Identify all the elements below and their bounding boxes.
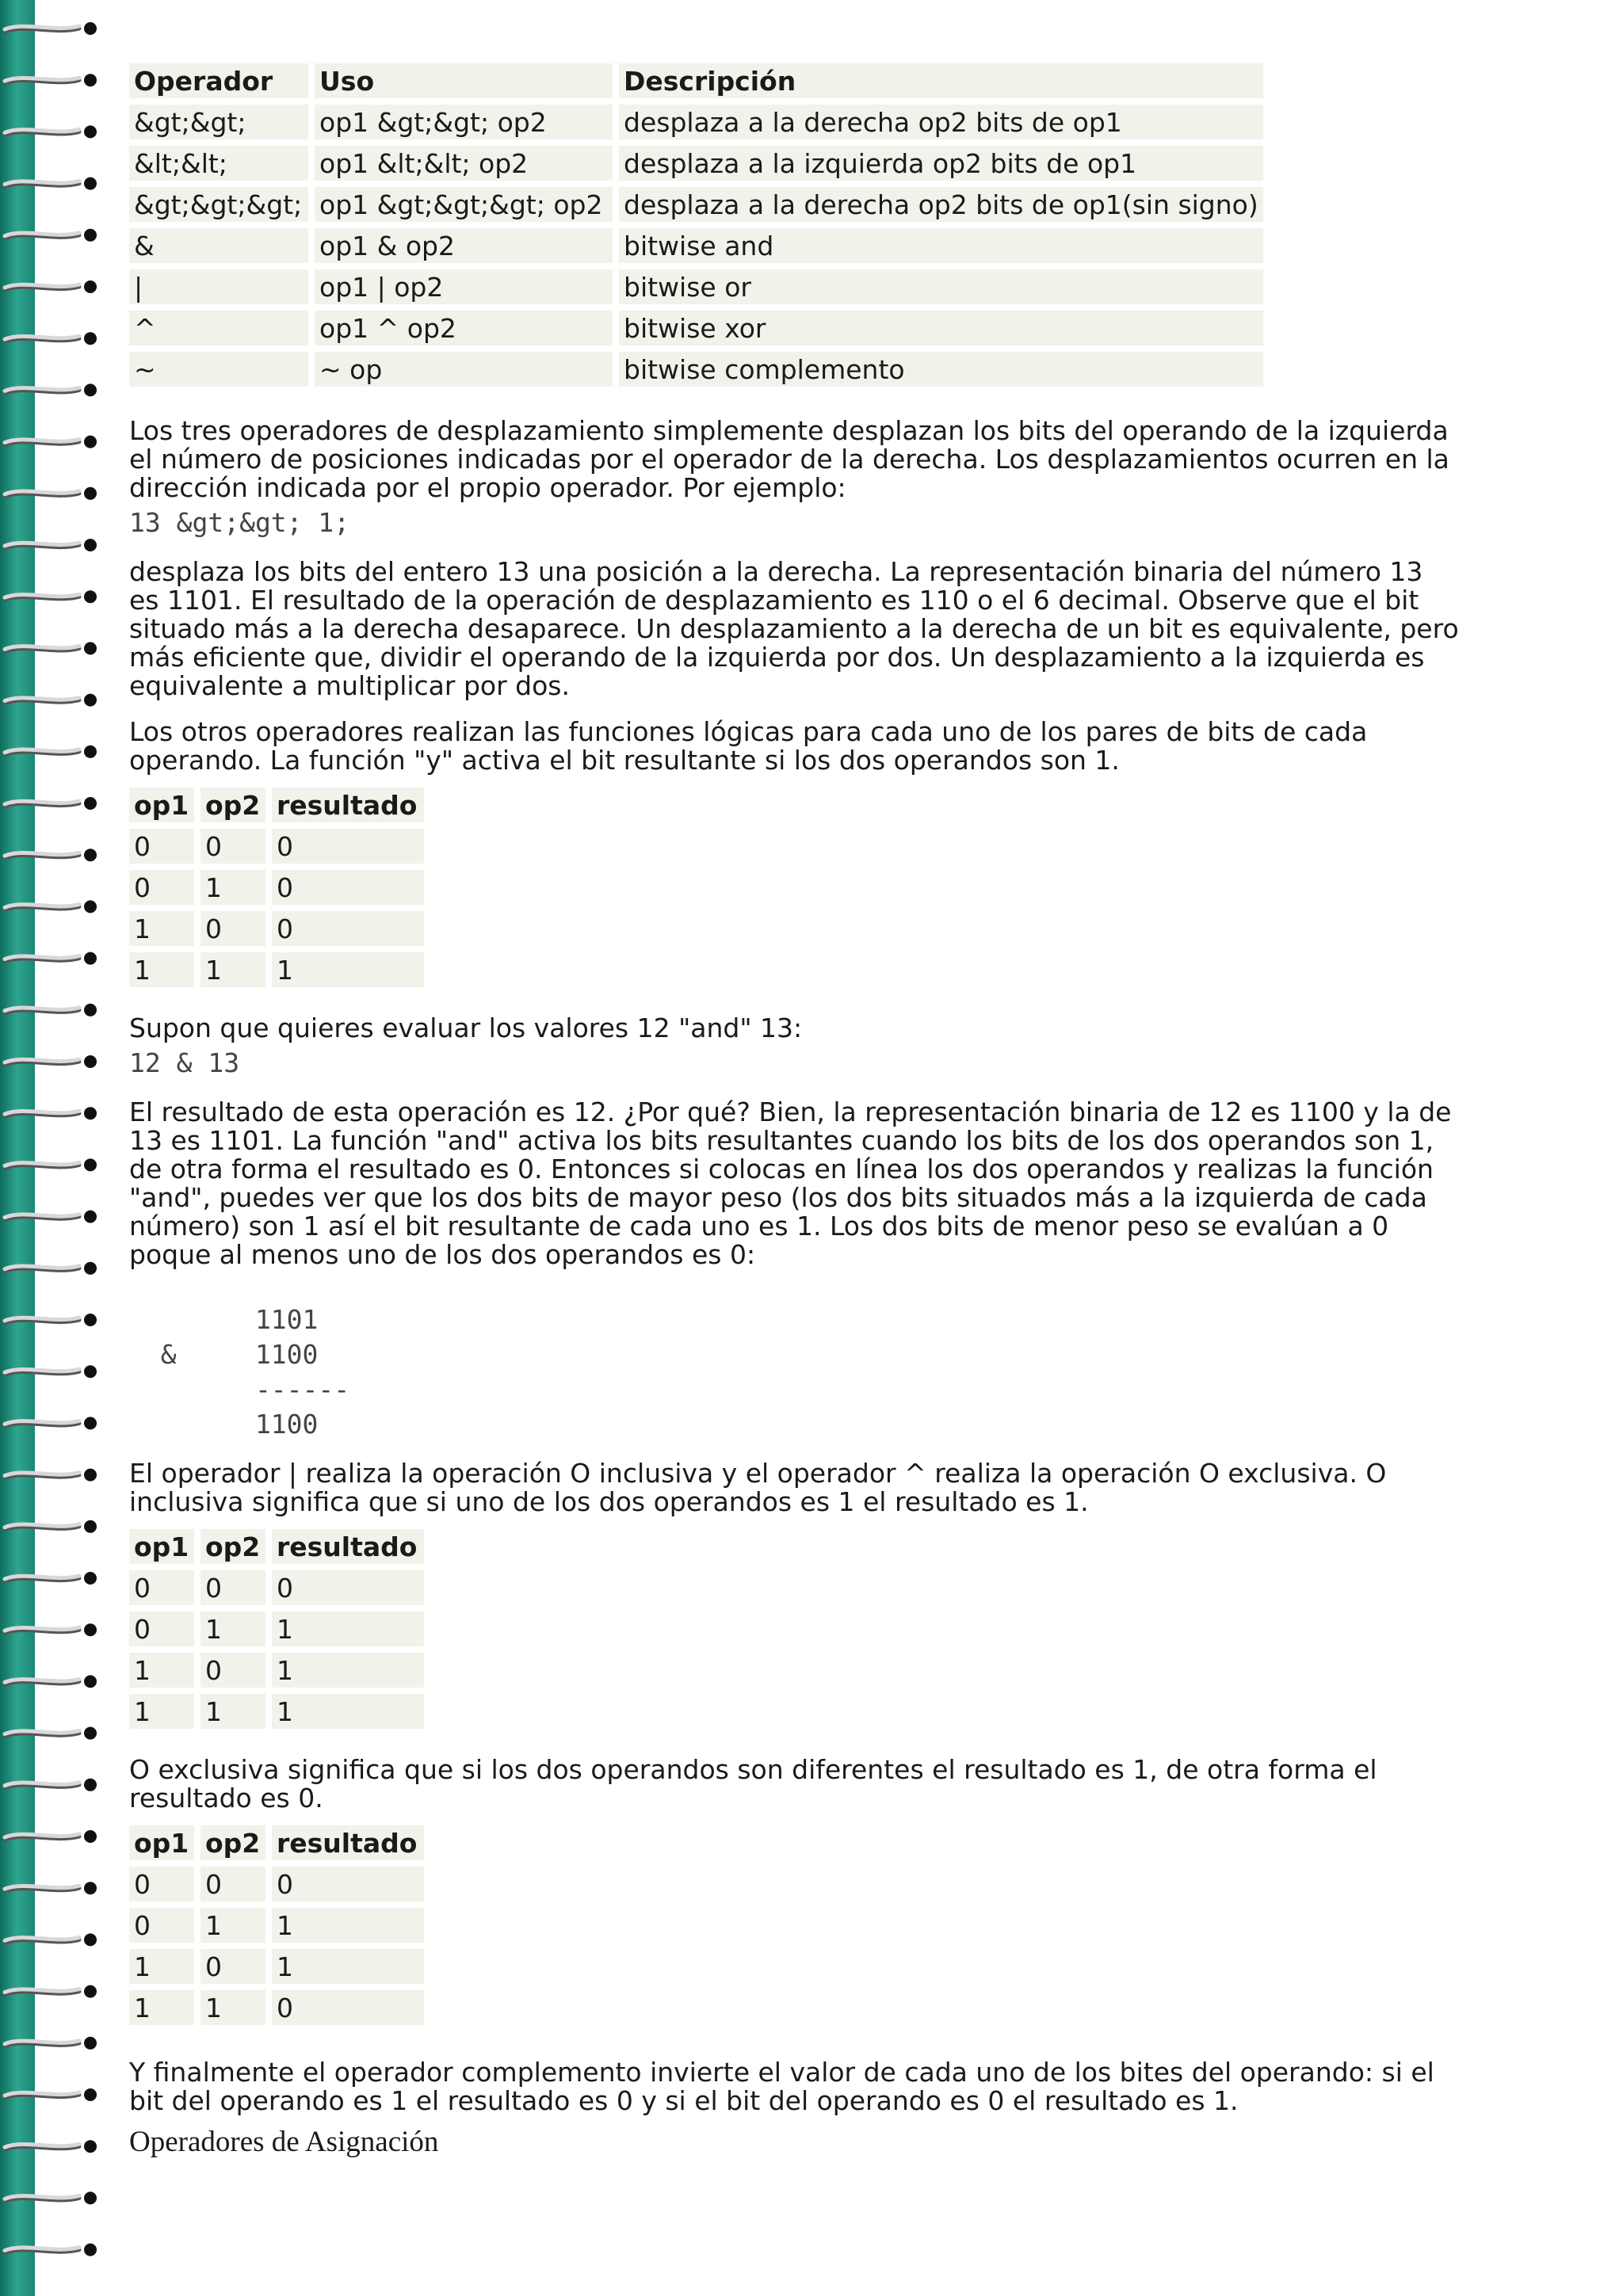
cell-resultado: 0 bbox=[272, 1867, 424, 1901]
cell-resultado: 1 bbox=[272, 1908, 424, 1943]
truth-table-and bbox=[123, 781, 430, 994]
cell-operator: &gt;&gt; bbox=[129, 105, 308, 139]
section-heading-assignment: Operadores de Asignación bbox=[129, 2126, 439, 2158]
page-content bbox=[129, 57, 1461, 2159]
table-row bbox=[129, 269, 1263, 304]
cell-op2: 0 bbox=[200, 829, 265, 864]
table-row bbox=[129, 105, 1263, 139]
header-op1: op1 bbox=[129, 1825, 194, 1860]
paragraph-and-result: El resultado de esta operación es 12. ¿Por qué? Bien, la representación binaria de 12 es 1100 y la de 13 es 1101. La función "and" activa los bits resultantes cuando los bits de los dos operandos son 1, de otra forma el resultado es 0. Entonces si colocas en línea los dos operandos y realizas la función "and", puedes ver que los dos bits de mayor peso (los dos bits situados más a la izquierda de cada número) son 1 así el bit resultante de cada uno es 1. Los dos bits de menor peso se evalúan a 0 poque al menos uno de los dos operandos es 0: bbox=[129, 1097, 1452, 1270]
cell-description: bitwise or bbox=[619, 269, 1263, 304]
paragraph-shift-explanation: desplaza los bits del entero 13 una posición a la derecha. La representación binaria del número 13 es 1101. El resultado de la operación de desplazamiento es 110 o el 6 decimal. Observe que el bit situado más a la derecha desaparece. Un desplazamiento a la derecha de un bit es equivalente, pero más eficiente que, dividir el operando de la izquierda por dos. Un desplazamiento a la izquierda es equivalente a multiplicar por dos. bbox=[129, 556, 1459, 701]
paragraph-shift-intro: Los tres operadores de desplazamiento simplemente desplazan los bits del operando de la izquierda el número de posiciones indicadas por el operador de la derecha. Los desplazamientos ocurren en la dirección indicada por el propio operador. Por ejemplo: bbox=[129, 415, 1449, 503]
cell-operator: & bbox=[129, 228, 308, 263]
table-row bbox=[129, 1653, 424, 1688]
cell-op1: 1 bbox=[129, 1990, 194, 2025]
cell-usage: op1 &gt;&gt;&gt; op2 bbox=[315, 187, 613, 222]
header-op1: op1 bbox=[129, 1529, 194, 1564]
cell-resultado: 1 bbox=[272, 1694, 424, 1729]
table-row bbox=[129, 1694, 424, 1729]
table-row bbox=[129, 311, 1263, 345]
table-row bbox=[129, 870, 424, 905]
cell-resultado: 1 bbox=[272, 952, 424, 987]
paragraph-complement: Y finalmente el operador complemento invierte el valor de cada uno de los bites del operando: si el bit del operando es 1 el resultado es 0 y si el bit del operando es 0 el resultado es 1. bbox=[129, 2057, 1434, 2116]
cell-description: desplaza a la derecha op2 bits de op1 bbox=[619, 105, 1263, 139]
table-header-row bbox=[129, 788, 424, 822]
cell-operator: | bbox=[129, 269, 308, 304]
cell-resultado: 0 bbox=[272, 911, 424, 946]
cell-description: bitwise and bbox=[619, 228, 1263, 263]
paragraph-logic-operators: Los otros operadores realizan las funciones lógicas para cada uno de los pares de bits de cada operando. La función "y" activa el bit resultante si los dos operandos son 1. bbox=[129, 716, 1368, 776]
table-header-row bbox=[129, 1825, 424, 1860]
cell-usage: op1 &gt;&gt; op2 bbox=[315, 105, 613, 139]
operators-table bbox=[123, 57, 1270, 393]
cell-description: desplaza a la izquierda op2 bits de op1 bbox=[619, 146, 1263, 181]
code-and-example: 12 & 13 bbox=[129, 1047, 240, 1078]
header-op2: op2 bbox=[200, 1825, 265, 1860]
header-op1: op1 bbox=[129, 788, 194, 822]
header-uso: Uso bbox=[315, 63, 613, 98]
header-op2: op2 bbox=[200, 788, 265, 822]
table-row bbox=[129, 146, 1263, 181]
table-row bbox=[129, 352, 1263, 387]
table-row bbox=[129, 1611, 424, 1646]
cell-description: desplaza a la derecha op2 bits de op1(sin signo) bbox=[619, 187, 1263, 222]
truth-table-xor bbox=[123, 1819, 430, 2031]
table-row bbox=[129, 911, 424, 946]
header-resultado: resultado bbox=[272, 788, 424, 822]
cell-op1: 1 bbox=[129, 911, 194, 946]
header-resultado: resultado bbox=[272, 1529, 424, 1564]
cell-op2: 1 bbox=[200, 870, 265, 905]
header-descripcion: Descripción bbox=[619, 63, 1263, 98]
cell-op1: 0 bbox=[129, 1908, 194, 1943]
table-header-row bbox=[129, 63, 1263, 98]
cell-op1: 0 bbox=[129, 829, 194, 864]
table-row bbox=[129, 228, 1263, 263]
cell-usage: op1 | op2 bbox=[315, 269, 613, 304]
cell-operator: ~ bbox=[129, 352, 308, 387]
cell-resultado: 0 bbox=[272, 829, 424, 864]
cell-op2: 1 bbox=[200, 1990, 265, 2025]
cell-resultado: 0 bbox=[272, 870, 424, 905]
cell-description: bitwise xor bbox=[619, 311, 1263, 345]
cell-op2: 0 bbox=[200, 1570, 265, 1605]
table-row bbox=[129, 187, 1263, 222]
header-resultado: resultado bbox=[272, 1825, 424, 1860]
code-shift-example: 13 &gt;&gt; 1; bbox=[129, 507, 350, 538]
cell-resultado: 1 bbox=[272, 1653, 424, 1688]
table-row bbox=[129, 1867, 424, 1901]
table-row bbox=[129, 829, 424, 864]
paragraph-suppose: Supon que quieres evaluar los valores 12 "and" 13: bbox=[129, 1013, 803, 1043]
cell-op1: 0 bbox=[129, 1570, 194, 1605]
cell-operator: &lt;&lt; bbox=[129, 146, 308, 181]
cell-op1: 1 bbox=[129, 1653, 194, 1688]
table-row bbox=[129, 1990, 424, 2025]
header-operador: Operador bbox=[129, 63, 308, 98]
cell-usage: op1 &lt;&lt; op2 bbox=[315, 146, 613, 181]
cell-op1: 1 bbox=[129, 952, 194, 987]
paragraph-xor: O exclusiva significa que si los dos operandos son diferentes el resultado es 1, de otra forma el resultado es 0. bbox=[129, 1754, 1377, 1814]
table-row bbox=[129, 1949, 424, 1984]
cell-usage: ~ op bbox=[315, 352, 613, 387]
cell-usage: op1 ^ op2 bbox=[315, 311, 613, 345]
paragraph-or-operators: El operador | realiza la operación O inclusiva y el operador ^ realiza la operación O exclusiva. O inclusiva significa que si uno de los dos operandos es 1 el resultado es 1. bbox=[129, 1458, 1387, 1517]
cell-op1: 0 bbox=[129, 870, 194, 905]
spiral-binding bbox=[0, 0, 103, 2296]
cell-op2: 1 bbox=[200, 952, 265, 987]
cell-op2: 0 bbox=[200, 1653, 265, 1688]
cell-resultado: 0 bbox=[272, 1570, 424, 1605]
header-op2: op2 bbox=[200, 1529, 265, 1564]
cell-op2: 1 bbox=[200, 1694, 265, 1729]
cell-usage: op1 & op2 bbox=[315, 228, 613, 263]
truth-table-or bbox=[123, 1523, 430, 1735]
cell-resultado: 1 bbox=[272, 1611, 424, 1646]
cell-op1: 0 bbox=[129, 1867, 194, 1901]
cell-op2: 0 bbox=[200, 1867, 265, 1901]
cell-op1: 1 bbox=[129, 1694, 194, 1729]
cell-description: bitwise complemento bbox=[619, 352, 1263, 387]
table-row bbox=[129, 1570, 424, 1605]
cell-op1: 1 bbox=[129, 1949, 194, 1984]
table-row bbox=[129, 952, 424, 987]
table-header-row bbox=[129, 1529, 424, 1564]
cell-resultado: 0 bbox=[272, 1990, 424, 2025]
cell-operator: ^ bbox=[129, 311, 308, 345]
cell-op2: 1 bbox=[200, 1908, 265, 1943]
cell-op1: 0 bbox=[129, 1611, 194, 1646]
cell-op2: 0 bbox=[200, 911, 265, 946]
cell-operator: &gt;&gt;&gt; bbox=[129, 187, 308, 222]
cell-op2: 0 bbox=[200, 1949, 265, 1984]
code-binary-and: 1101 & 1100 ------ 1100 bbox=[160, 1304, 350, 1440]
cell-op2: 1 bbox=[200, 1611, 265, 1646]
table-row bbox=[129, 1908, 424, 1943]
cell-resultado: 1 bbox=[272, 1949, 424, 1984]
